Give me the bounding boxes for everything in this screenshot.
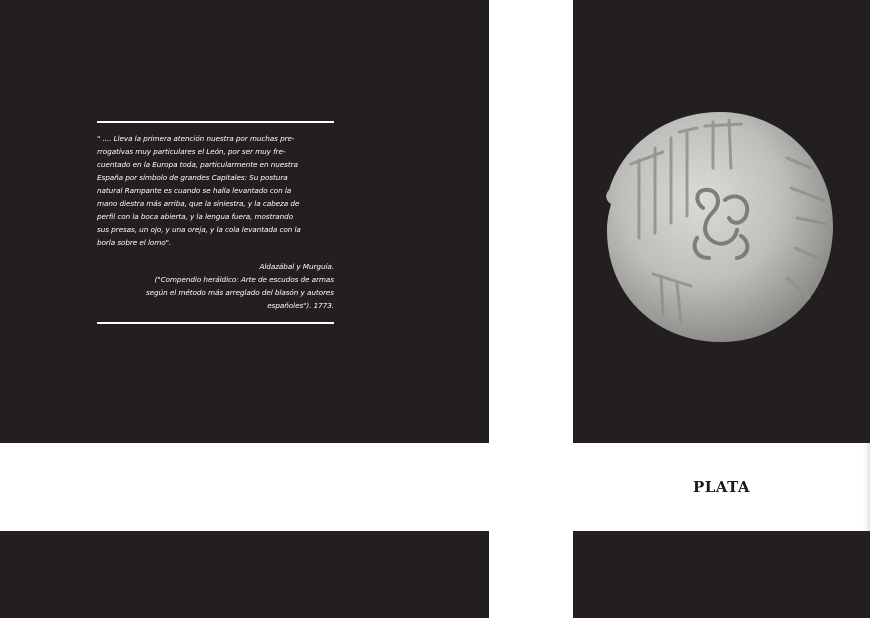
attribution (97, 260, 334, 312)
left-bottom-panel (0, 531, 489, 618)
quote-line: rrogativas muy particulares el León, por ser muy fre- (97, 147, 286, 156)
metal-label-band (573, 443, 870, 531)
attribution-line: ("Compendio heráldico: Arte de escudos de armas (154, 275, 334, 284)
metal-label: PLATA (692, 478, 751, 496)
attribution-line: Aldazábal y Murguía. (259, 262, 334, 271)
quote-line: perfil con la boca abierta, y la lengua fuera, mostrando (97, 212, 294, 221)
quote-line: mano diestra más arriba, que la siniestra, y la cabeza de (97, 199, 300, 208)
right-bottom-panel (573, 531, 870, 618)
quote-bottom-rule (97, 322, 334, 324)
quote-line: cuentado en la Europa toda, particularmente en nuestra (97, 160, 298, 169)
right-page (573, 0, 870, 618)
left-top-panel (0, 0, 489, 443)
quote-line: España por símbolo de grandes Capitales: Su postura (97, 173, 288, 182)
quote-line: sus presas, un ojo, y una oreja, y la cola levantada con la (97, 225, 301, 234)
quote-line: " .... Lleva la primera atención nuestra por muchas pre- (97, 134, 295, 143)
quote-top-rule (97, 121, 334, 123)
attribution-line: según el método más arreglado del blasón y autores (145, 288, 334, 297)
quote-text (97, 132, 334, 249)
quote-box (97, 121, 334, 324)
attribution-line: españoles"). 1773. (267, 301, 334, 310)
quote-line: borla sobre el lomo". (97, 238, 172, 247)
silver-coin-image (601, 108, 839, 346)
quote-line: natural Rampante es cuando se halla levantado con la (97, 186, 292, 195)
right-top-panel (573, 0, 870, 443)
